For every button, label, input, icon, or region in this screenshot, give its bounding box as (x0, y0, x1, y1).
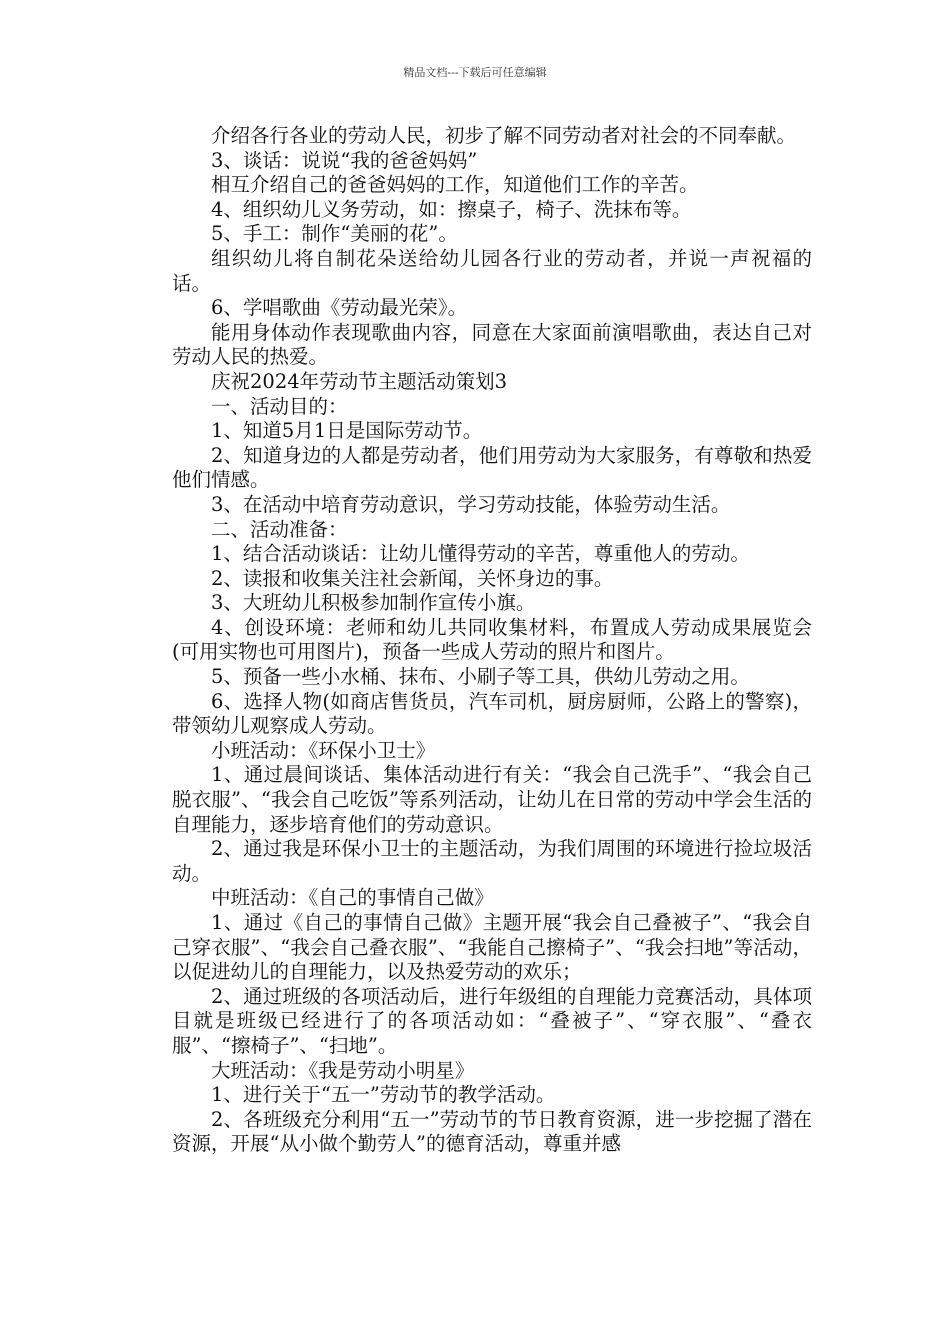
paragraph: 4、创设环境：老师和幼儿共同收集材料，布置成人劳动成果展览会(可用实物也可用图片)，预备一些成人劳动的照片和图片。 (172, 615, 812, 664)
paragraph: 组织幼儿将自制花朵送给幼儿园各行业的劳动者，并说一声祝福的话。 (172, 246, 812, 295)
section-heading: 一、活动目的： (211, 394, 348, 418)
paragraph: 能用身体动作表现歌曲内容，同意在大家面前演唱歌曲，表达自己对劳动人民的热爱。 (172, 320, 812, 369)
paragraph: 1、知道5月1日是国际劳动节。 (211, 419, 483, 443)
document-body (172, 124, 812, 1157)
page-header: 精品文档---下载后可任意编辑 (403, 66, 547, 79)
paragraph: 相互介绍自己的爸爸妈妈的工作，知道他们工作的辛苦。 (211, 173, 699, 197)
paragraph: 4、组织幼儿义务劳动，如：擦桌子，椅子、洗抹布等。 (211, 197, 692, 221)
paragraph: 3、谈话：说说“我的爸爸妈妈” (211, 148, 478, 172)
section-heading: 二、活动准备： (211, 517, 348, 541)
subsection-heading: 大班活动：《我是劳动小明星》 (211, 1058, 475, 1082)
paragraph: 3、大班幼儿积极参加制作宣传小旗。 (211, 591, 536, 615)
subsection-heading: 小班活动：《环保小卫士》 (211, 738, 436, 762)
paragraph: 1、结合活动谈话：让幼儿懂得劳动的辛苦，尊重他人的劳动。 (211, 542, 750, 566)
paragraph: 6、选择人物(如商店售货员，汽车司机，厨房厨师，公路上的警察)，带领幼儿观察成人劳动。 (172, 689, 812, 738)
paragraph: 6、学唱歌曲《劳动最光荣》。 (211, 296, 468, 320)
paragraph: 3、在活动中培育劳动意识，学习劳动技能，体验劳动生活。 (211, 492, 731, 516)
paragraph: 1、通过《自己的事情自己做》主题开展“我会自己叠被子”、“我会自己穿衣服”、“我会自己叠衣服”、“我能自己擦椅子”、“我会扫地”等活动，以促进幼儿的自理能力，以及热爱劳动的欢乐； (172, 911, 812, 984)
paragraph: 2、各班级充分利用“五一”劳动节的节日教育资源，进一步挖掘了潜在资源，开展“从小做个勤劳人”的德育活动，尊重并感 (172, 1107, 812, 1156)
paragraph: 2、知道身边的人都是劳动者，他们用劳动为大家服务，有尊敬和热爱他们情感。 (172, 443, 812, 492)
paragraph: 1、通过晨间谈话、集体活动进行有关：“我会自己洗手”、“我会自己脱衣服”、“我会自己吃饭”等系列活动，让幼儿在日常的劳动中学会生活的自理能力，逐步培育他们的劳动意识。 (172, 763, 812, 836)
paragraph: 2、通过我是环保小卫士的主题活动，为我们周围的环境进行捡垃圾活动。 (172, 837, 812, 885)
paragraph: 5、预备一些小水桶、抹布、小刷子等工具，供幼儿劳动之用。 (211, 665, 750, 689)
paragraph: 1、进行关于“五一”劳动节的教学活动。 (211, 1083, 556, 1107)
paragraph: 2、读报和收集关注社会新闻，关怀身边的事。 (211, 566, 614, 590)
paragraph: 5、手工：制作“美丽的花”。 (211, 222, 458, 246)
section-title: 庆祝2024年劳动节主题活动策划3 (211, 369, 508, 393)
subsection-heading: 中班活动：《自己的事情自己做》 (211, 886, 494, 910)
paragraph: 2、通过班级的各项活动后，进行年级组的自理能力竞赛活动，具体项目就是班级已经进行了的各项活动如：“叠被子”、“穿衣服”、“叠衣服”、“擦椅子”、“扫地”。 (172, 984, 812, 1057)
paragraph: 介绍各行各业的劳动人民，初步了解不同劳动者对社会的不同奉献。 (211, 124, 797, 147)
